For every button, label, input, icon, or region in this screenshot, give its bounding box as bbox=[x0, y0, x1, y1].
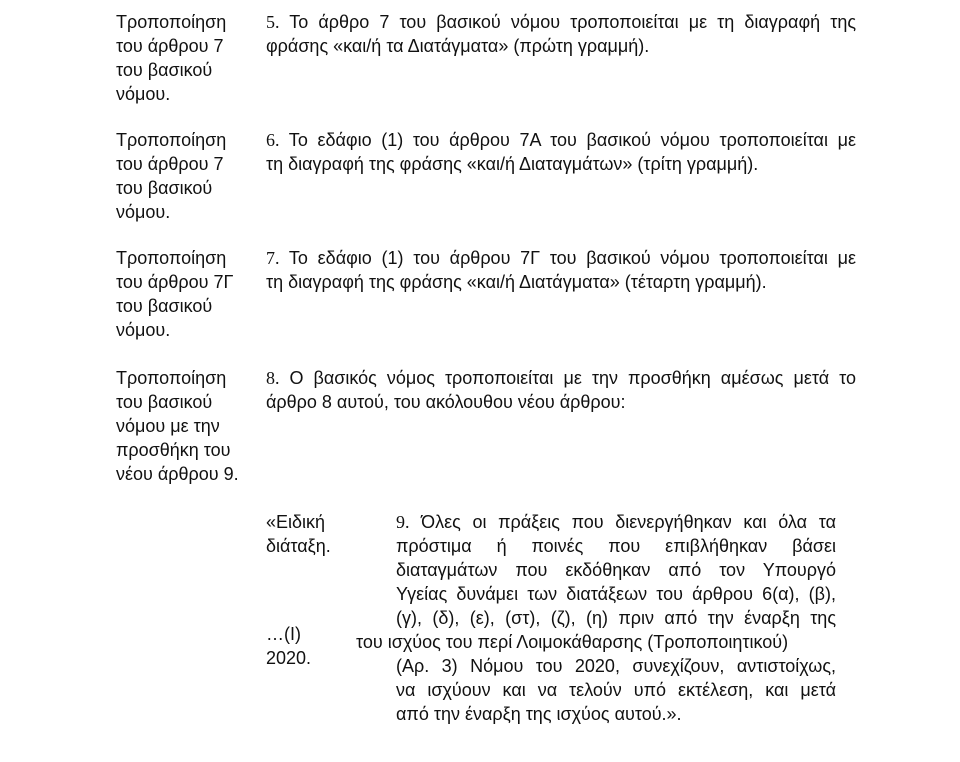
margin-note-line: νόμου. bbox=[116, 84, 171, 104]
paragraph-text: Ο βασικός νόμος τροποποιείται με την προσθήκη αμέσως μετά το bbox=[289, 368, 856, 388]
margin-note-line: διάταξη. bbox=[266, 536, 331, 556]
paragraph-line bbox=[266, 128, 856, 152]
margin-note-line: προσθήκη του bbox=[116, 440, 231, 460]
margin-note-section-5 bbox=[116, 10, 256, 106]
margin-note-section-8 bbox=[116, 366, 256, 486]
article-line: Υγείας δυνάμει των διατάξεων του άρθρου 6(α), (β), bbox=[396, 584, 836, 604]
paragraph-6 bbox=[266, 128, 856, 176]
margin-note-line: του βασικού bbox=[116, 60, 213, 80]
paragraph-line: φράσης «και/ή τα Διατάγματα» (πρώτη γραμμή). bbox=[266, 36, 650, 56]
margin-note-line: του άρθρου 7 bbox=[116, 36, 224, 56]
article-line: να ισχύουν και να τελούν υπό εκτέλεση, και μετά bbox=[396, 680, 836, 700]
paragraph-number: 8. bbox=[266, 368, 280, 388]
paragraph-8 bbox=[266, 366, 856, 414]
article-line: (γ), (δ), (ε), (στ), (ζ), (η) πριν από την έναρξη της bbox=[396, 608, 836, 628]
article-number: 9. bbox=[396, 512, 410, 532]
margin-note-line: Τροποποίηση bbox=[116, 248, 227, 268]
margin-note-line: του άρθρου 7 bbox=[116, 154, 224, 174]
margin-note-section-7 bbox=[116, 246, 256, 342]
margin-note-line: Τροποποίηση bbox=[116, 130, 227, 150]
margin-note-section-6 bbox=[116, 128, 256, 224]
margin-note-line: νόμου με την bbox=[116, 416, 220, 436]
paragraph-text: Το άρθρο 7 του βασικού νόμου τροποποιείται με τη διαγραφή της bbox=[289, 12, 856, 32]
paragraph-line bbox=[266, 246, 856, 270]
margin-note-line: του βασικού bbox=[116, 178, 213, 198]
article-line: (Αρ. 3) Νόμου του 2020, συνεχίζουν, αντιστοίχως, bbox=[396, 656, 836, 676]
paragraph-5 bbox=[266, 10, 856, 58]
paragraph-line bbox=[266, 366, 856, 390]
paragraph-text: Το εδάφιο (1) του άρθρου 7Α του βασικού νόμου τροποποιείται με bbox=[288, 130, 856, 150]
paragraph-number: 7. bbox=[266, 248, 280, 268]
paragraph-line: τη διαγραφή της φράσης «και/ή Διαταγμάτων» (τρίτη γραμμή). bbox=[266, 154, 759, 174]
margin-note-line: νόμου. bbox=[116, 202, 171, 222]
article-line: από την έναρξη της ισχύος αυτού.». bbox=[396, 704, 682, 724]
margin-note-line: νέου άρθρου 9. bbox=[116, 464, 239, 484]
article-line: του ισχύος του περί Λοιμοκάθαρσης (Τροποποιητικού) bbox=[356, 632, 789, 652]
article-line: πρόστιμα ή ποινές που επιβλήθηκαν βάσει bbox=[396, 536, 836, 556]
article-line bbox=[356, 510, 836, 534]
paragraph-7 bbox=[266, 246, 856, 294]
margin-note-line: του βασικού bbox=[116, 296, 213, 316]
margin-note-line: Τροποποίηση bbox=[116, 12, 227, 32]
new-article-text bbox=[356, 510, 836, 726]
paragraph-line bbox=[266, 10, 856, 34]
paragraph-line: τη διαγραφή της φράσης «και/ή Διατάγματα» (τέταρτη γραμμή). bbox=[266, 272, 767, 292]
article-line: διαταγμάτων που εκδόθηκαν από τον Υπουργό bbox=[396, 560, 836, 580]
paragraph-line: άρθρο 8 αυτού, του ακόλουθου νέου άρθρου: bbox=[266, 392, 626, 412]
margin-note-line: νόμου. bbox=[116, 320, 171, 340]
margin-note-line: Τροποποίηση bbox=[116, 368, 227, 388]
margin-note-line: «Ειδική bbox=[266, 512, 326, 532]
paragraph-number: 6. bbox=[266, 130, 280, 150]
law-reference-line: …(Ι) bbox=[266, 624, 301, 644]
paragraph-text: Το εδάφιο (1) του άρθρου 7Γ του βασικού νόμου τροποποιείται με bbox=[288, 248, 856, 268]
law-reference-line: 2020. bbox=[266, 648, 312, 668]
paragraph-number: 5. bbox=[266, 12, 280, 32]
margin-note-line: του άρθρου 7Γ bbox=[116, 272, 234, 292]
margin-note-line: του βασικού bbox=[116, 392, 213, 412]
article-line-text: Όλες οι πράξεις που διενεργήθηκαν και όλα τα bbox=[421, 512, 836, 532]
